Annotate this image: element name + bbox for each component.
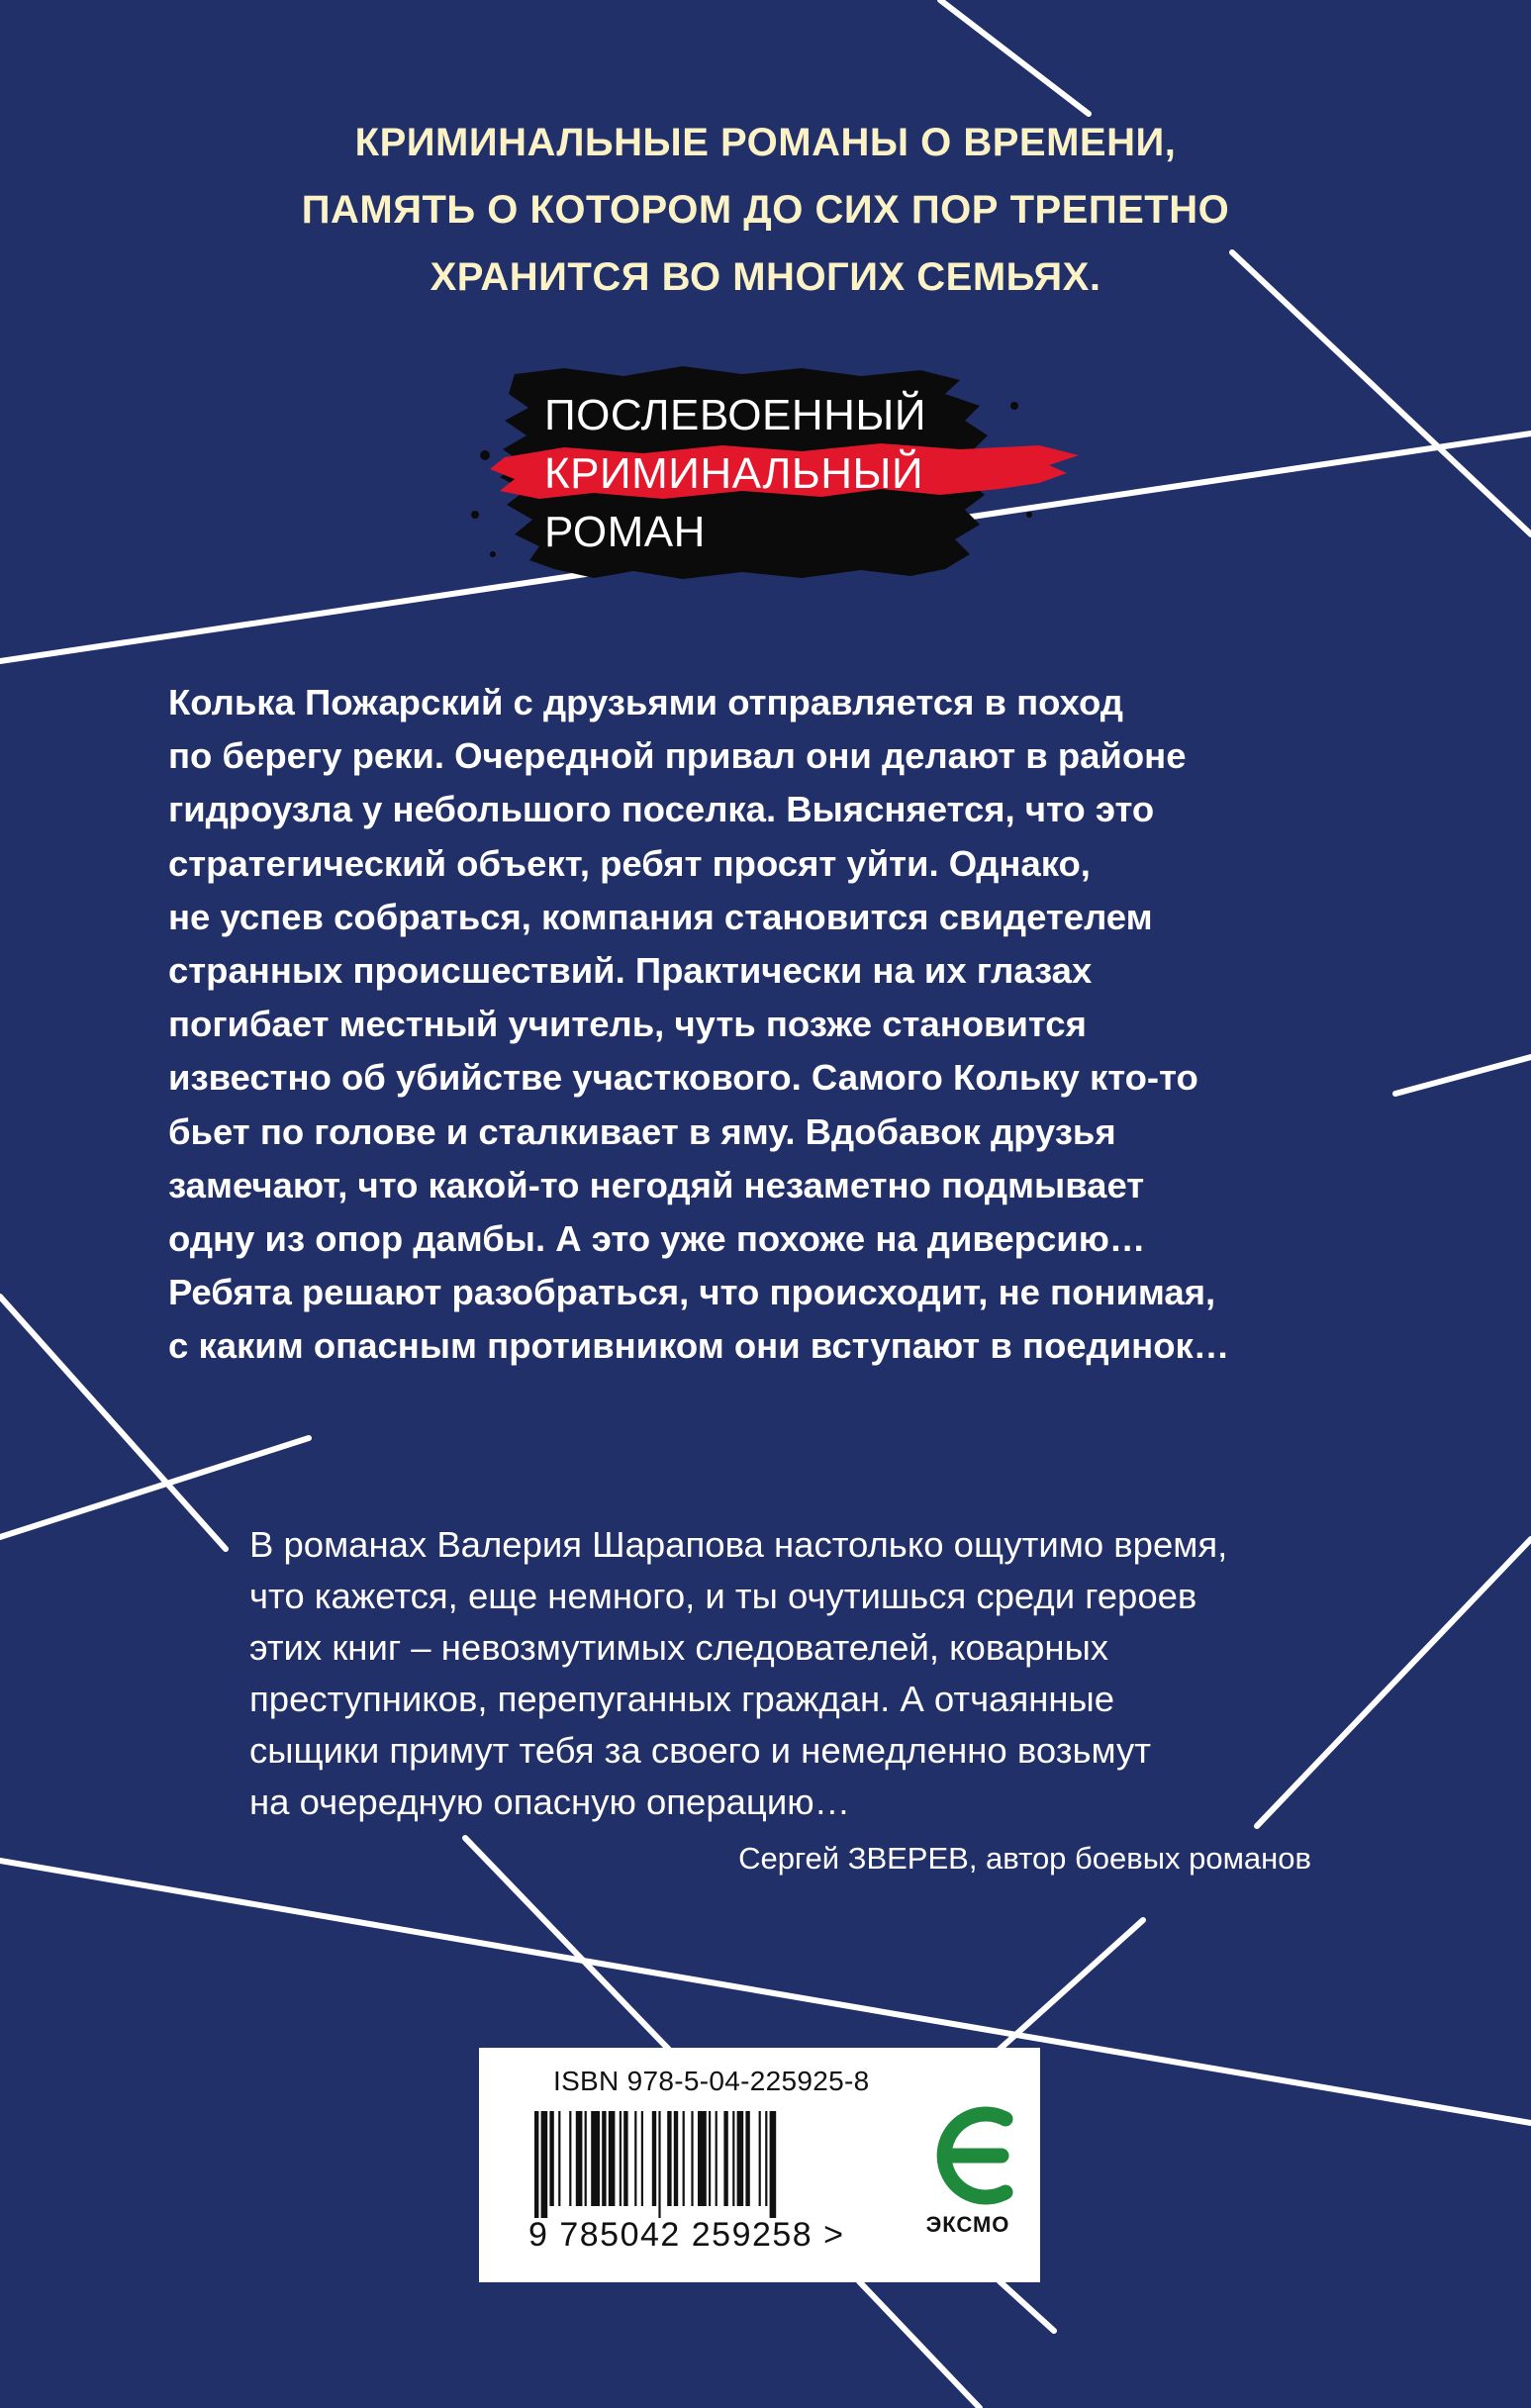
blurb-line: странных происшествий. Практически на их глазах — [168, 950, 1093, 992]
decorative-line — [995, 1920, 1143, 2054]
barcode-bar — [591, 2111, 600, 2206]
barcode-bar — [698, 2111, 707, 2206]
series-title — [544, 386, 926, 561]
isbn-label: ISBN 978-5-04-225925-8 — [553, 2066, 870, 2096]
ean-digits: 9 785042 259258 > — [528, 2216, 845, 2254]
barcode-bar — [745, 2111, 749, 2206]
barcode-bar — [765, 2111, 767, 2206]
barcode-bar — [732, 2111, 734, 2206]
blurb-line: по берегу реки. Очередной привал они делают в районе — [168, 735, 1187, 777]
barcode-bar — [759, 2111, 761, 2206]
review-line: сыщики примут тебя за своего и немедленно возьмут — [249, 1730, 1151, 1771]
barcode-bar — [691, 2111, 693, 2206]
blurb-line: Ребята решают разобраться, что происходит, не понимая, — [168, 1272, 1216, 1313]
barcode-bar — [770, 2111, 777, 2218]
review-line: этих книг – невозмутимых следователей, коварных — [249, 1627, 1109, 1668]
barcode-bar — [709, 2111, 711, 2206]
barcode-bar — [569, 2111, 571, 2206]
barcode-bar — [620, 2111, 622, 2206]
barcode-bar — [558, 2111, 560, 2206]
blurb-line: стратегический объект, ребят просят уйти. Однако, — [168, 842, 1091, 884]
barcode-bar — [683, 2111, 685, 2206]
blurb-line: погибает местный учитель, чуть позже становится — [168, 1004, 1087, 1045]
decorative-line — [940, 0, 1089, 114]
decorative-line — [859, 2281, 980, 2408]
barcode-bar — [609, 2111, 616, 2206]
blurb-line: бьет по голове и сталкивает в яму. Вдобавок друзья — [168, 1110, 1116, 1152]
blurb-line: с каким опасным противником они вступают в поединок… — [168, 1325, 1230, 1367]
publisher-name: ЭКСМО — [925, 2212, 1010, 2237]
barcode-bar — [737, 2111, 744, 2206]
barcode-bar — [716, 2111, 718, 2206]
barcode-bar — [658, 2111, 660, 2218]
barcode-bar — [723, 2111, 727, 2206]
tagline-line: ПАМЯТЬ О КОТОРОМ ДО СИХ ПОР ТРЕПЕТНО — [301, 188, 1230, 232]
tagline-line: КРИМИНАЛЬНЫЕ РОМАНЫ О ВРЕМЕНИ, — [354, 121, 1177, 164]
blurb-line: замечают, что какой-то негодяй незаметно подмывает — [168, 1164, 1145, 1205]
barcode-bar — [534, 2111, 538, 2218]
book-blurb — [168, 676, 1376, 1374]
blurb-line: известно об убийстве участкового. Самого Кольку кто-то — [168, 1057, 1198, 1099]
review-line: преступников, перепуганных граждан. А отчаянные — [249, 1679, 1115, 1719]
series-title-line: ПОСЛЕВОЕННЫЙ — [544, 391, 926, 439]
review-line: что кажется, еще немного, и ты очутишься среди героев — [249, 1576, 1197, 1616]
blurb-line: Колька Пожарский с друзьями отправляется в поход — [168, 682, 1123, 722]
barcode-bar — [549, 2111, 553, 2206]
barcode-bar — [641, 2111, 643, 2206]
tagline — [0, 109, 1531, 311]
barcode-bar — [667, 2111, 671, 2206]
barcode-bar — [602, 2111, 606, 2206]
barcode-bar — [576, 2111, 583, 2206]
series-badge — [445, 366, 1079, 604]
review-attribution: Сергей ЗВЕРЕВ, автор боевых романов — [738, 1841, 1311, 1876]
series-title-line: РОМАН — [544, 508, 706, 556]
barcode-icon — [534, 2111, 871, 2220]
blurb-line: не успев собраться, компания становится свидетелем — [168, 896, 1153, 937]
blurb-line: одну из опор дамбы. А это уже похоже на диверсию… — [168, 1218, 1146, 1260]
barcode-panel — [479, 2048, 1040, 2282]
decorative-line — [1395, 1057, 1531, 1094]
barcode-bar — [623, 2111, 627, 2206]
review-line: В романах Валерия Шарапова настолько ощутимо время, — [249, 1524, 1228, 1565]
decorative-line — [1000, 2281, 1054, 2331]
barcode-bar — [585, 2111, 587, 2206]
review-quote — [249, 1519, 1387, 1828]
barcode-bar — [652, 2111, 656, 2206]
barcode-bar — [674, 2111, 678, 2206]
blurb-line: гидроузла у небольшого поселка. Выясняется, что это — [168, 789, 1155, 830]
tagline-line: ХРАНИТСЯ ВО МНОГИХ СЕМЬЯХ. — [430, 255, 1101, 299]
barcode-bar — [634, 2111, 636, 2206]
series-title-line: КРИМИНАЛЬНЫЙ — [544, 449, 924, 498]
barcode-bar — [541, 2111, 548, 2218]
review-line: на очередную опасную операцию… — [249, 1782, 851, 1822]
